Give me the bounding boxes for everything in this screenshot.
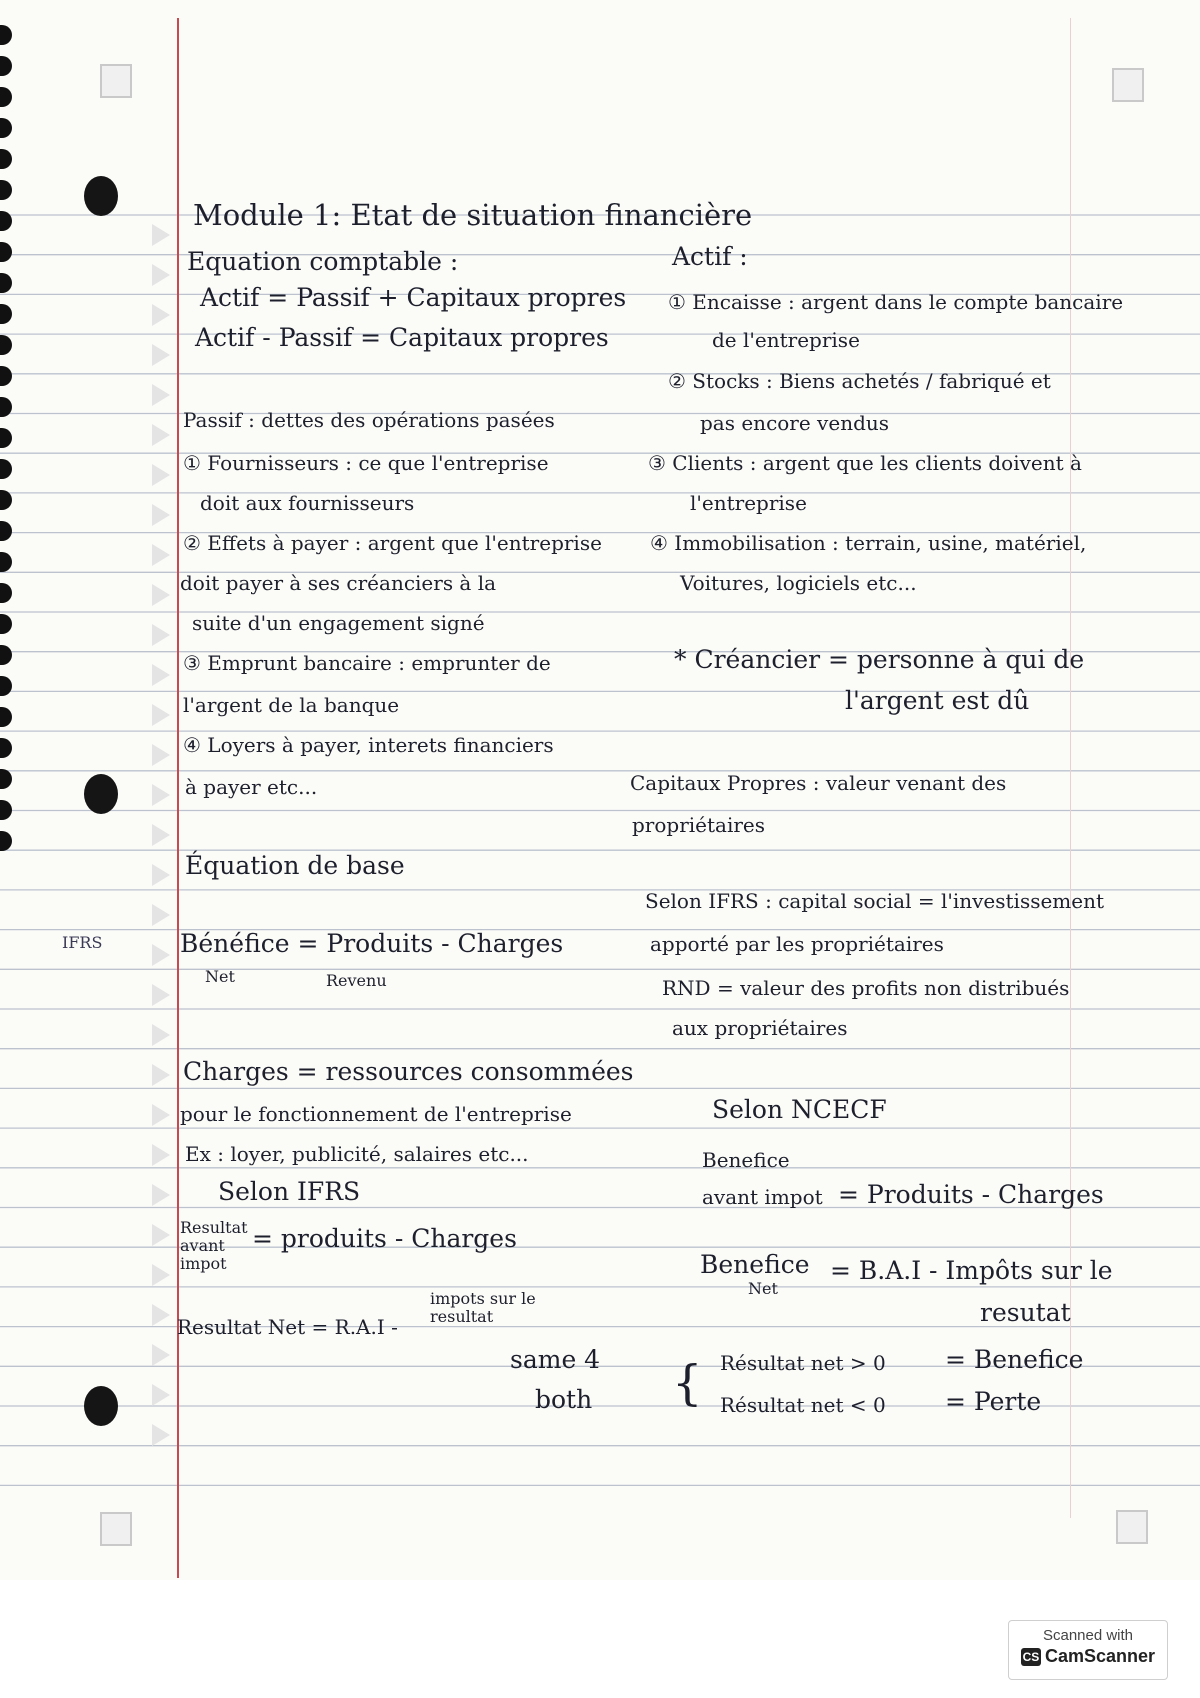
bn-label: Benefice [700, 1250, 810, 1279]
passif-item-3b: l'argent de la banque [183, 693, 400, 717]
margin-triangle [152, 664, 170, 686]
bai-equation: = Produits - Charges [838, 1180, 1104, 1209]
actif-item-3a: ③ Clients : argent que les clients doivent à [648, 451, 1082, 475]
spiral-ring [0, 87, 12, 107]
margin-triangle [152, 784, 170, 806]
rn-equation: Resultat Net = R.A.I - [177, 1315, 398, 1339]
margin-triangle [152, 424, 170, 446]
capitaux-propres-b: propriétaires [632, 813, 766, 837]
result-positive-value: = Benefice [945, 1345, 1084, 1374]
spiral-ring [0, 583, 12, 603]
rn-tail: impots sur le resultat [430, 1289, 536, 1326]
spiral-ring [0, 180, 12, 200]
spiral-ring [0, 211, 12, 231]
page-right-edge [1070, 18, 1071, 1518]
bai-label-a: Benefice [702, 1148, 790, 1172]
spiral-ring [0, 800, 12, 820]
margin-triangle [152, 264, 170, 286]
same-note-a: same 4 [510, 1345, 601, 1374]
result-negative-label: Résultat net < 0 [720, 1393, 886, 1417]
punch-hole [84, 176, 118, 216]
passif-item-1a: ① Fournisseurs : ce que l'entreprise [183, 451, 549, 475]
capitaux-propres-a: Capitaux Propres : valeur venant des [630, 771, 1007, 795]
corner-mark-icon [100, 64, 132, 98]
spiral-ring [0, 676, 12, 696]
eq-heading: Equation comptable : [187, 247, 459, 276]
actif-item-2a: ② Stocks : Biens achetés / fabriqué et [668, 369, 1051, 393]
corner-mark-icon [1112, 68, 1144, 102]
spiral-ring [0, 614, 12, 634]
margin-triangle [152, 544, 170, 566]
corner-mark-icon [1116, 1510, 1148, 1544]
rnd-b: aux propriétaires [672, 1016, 848, 1040]
margin-triangle [152, 504, 170, 526]
spiral-ring [0, 490, 12, 510]
benefice-equation: Bénéfice = Produits - Charges [180, 929, 564, 958]
brace-glyph: { [672, 1355, 703, 1411]
spiral-ring [0, 769, 12, 789]
passif-item-4a: ④ Loyers à payer, interets financiers [183, 733, 554, 757]
same-note-b: both [535, 1385, 593, 1414]
charges-example: Ex : loyer, publicité, salaires etc... [185, 1142, 529, 1166]
ifrs-capital-b: apporté par les propriétaires [650, 932, 944, 956]
charges-def-a: Charges = ressources consommées [183, 1057, 634, 1086]
net-label: Net [205, 967, 235, 986]
actif-item-1b: de l'entreprise [712, 328, 860, 352]
margin-triangle [152, 1144, 170, 1166]
spiral-ring [0, 831, 12, 851]
actif-item-2b: pas encore vendus [700, 411, 890, 435]
passif-item-2a: ② Effets à payer : argent que l'entreprise [183, 531, 602, 555]
rai-label: Resultat avant impot [180, 1218, 248, 1273]
margin-triangle [152, 1264, 170, 1286]
camscanner-logo-icon: CS [1022, 1650, 1040, 1665]
margin-triangle [152, 904, 170, 926]
actif-heading: Actif : [672, 242, 748, 271]
margin-triangle [152, 384, 170, 406]
spiral-ring [0, 273, 12, 293]
passif-item-2c: suite d'un engagement signé [192, 611, 485, 635]
spiral-ring [0, 459, 12, 479]
margin-triangle [152, 1064, 170, 1086]
spiral-ring [0, 738, 12, 758]
bai-label-b: avant impot [702, 1185, 823, 1209]
margin-triangle [152, 984, 170, 1006]
margin-triangle [152, 704, 170, 726]
spiral-ring [0, 707, 12, 727]
rnd-a: RND = valeur des profits non distribués [662, 976, 1070, 1000]
spiral-ring [0, 149, 12, 169]
bn-net: Net [748, 1279, 778, 1298]
margin-triangle [152, 224, 170, 246]
margin-triangle [152, 744, 170, 766]
spiral-ring [0, 521, 12, 541]
punch-hole [84, 774, 118, 814]
margin-line [177, 18, 179, 1578]
passif-item-3a: ③ Emprunt bancaire : emprunter de [183, 651, 551, 675]
bn-tail: resutat [980, 1298, 1071, 1327]
margin-triangle [152, 1344, 170, 1366]
margin-triangle [152, 1184, 170, 1206]
actif-item-4b: Voitures, logiciels etc... [680, 571, 917, 595]
margin-note: IFRS [62, 933, 103, 952]
corner-mark-icon [100, 1512, 132, 1546]
base-heading: Équation de base [185, 851, 405, 880]
charges-def-b: pour le fonctionnement de l'entreprise [180, 1102, 572, 1126]
spiral-ring [0, 366, 12, 386]
spiral-ring [0, 118, 12, 138]
spiral-ring [0, 242, 12, 262]
margin-triangle [152, 864, 170, 886]
result-negative-value: = Perte [945, 1387, 1042, 1416]
selon-ifrs-heading: Selon IFRS [218, 1177, 361, 1206]
page-title: Module 1: Etat de situation financière [193, 198, 753, 232]
margin-triangle [152, 824, 170, 846]
margin-triangle [152, 1384, 170, 1406]
spiral-ring [0, 552, 12, 572]
margin-triangle [152, 624, 170, 646]
margin-triangle [152, 1424, 170, 1446]
rai-equation: = produits - Charges [252, 1224, 517, 1253]
margin-triangle [152, 1024, 170, 1046]
revenu-label: Revenu [326, 971, 387, 990]
passif-item-4b: à payer etc... [185, 775, 318, 799]
ifrs-capital-a: Selon IFRS : capital social = l'investissement [645, 889, 1105, 913]
passif-heading: Passif : dettes des opérations pasées [183, 408, 555, 432]
actif-item-1a: ① Encaisse : argent dans le compte bancaire [668, 290, 1124, 314]
passif-item-2b: doit payer à ses créanciers à la [180, 571, 497, 595]
margin-triangle [152, 464, 170, 486]
stamp-brand: CamScanner [1044, 1646, 1156, 1666]
spiral-ring [0, 304, 12, 324]
equation-2: Actif - Passif = Capitaux propres [195, 323, 609, 352]
spiral-ring [0, 397, 12, 417]
actif-item-3b: l'entreprise [690, 491, 807, 515]
spiral-ring [0, 428, 12, 448]
margin-triangle [152, 304, 170, 326]
spiral-ring [0, 645, 12, 665]
camscanner-stamp [1008, 1620, 1168, 1680]
stamp-line-2 [1009, 1646, 1167, 1667]
result-positive-label: Résultat net > 0 [720, 1351, 886, 1375]
margin-triangle [152, 944, 170, 966]
spiral-ring [0, 56, 12, 76]
margin-triangle [152, 1104, 170, 1126]
equation-1: Actif = Passif + Capitaux propres [200, 283, 627, 312]
creancier-a: * Créancier = personne à qui de [674, 645, 1085, 674]
stamp-line-1: Scanned with [1042, 1627, 1134, 1644]
margin-triangle [152, 584, 170, 606]
margin-triangle [152, 1224, 170, 1246]
bn-equation: = B.A.I - Impôts sur le [830, 1256, 1113, 1285]
spiral-ring [0, 335, 12, 355]
selon-ncecf-heading: Selon NCECF [712, 1095, 887, 1124]
actif-item-4a: ④ Immobilisation : terrain, usine, matériel, [650, 531, 1087, 555]
margin-triangle [152, 344, 170, 366]
creancier-b: l'argent est dû [845, 686, 1030, 715]
passif-item-1b: doit aux fournisseurs [200, 491, 415, 515]
punch-hole [84, 1386, 118, 1426]
margin-triangle [152, 1304, 170, 1326]
spiral-ring [0, 25, 12, 45]
